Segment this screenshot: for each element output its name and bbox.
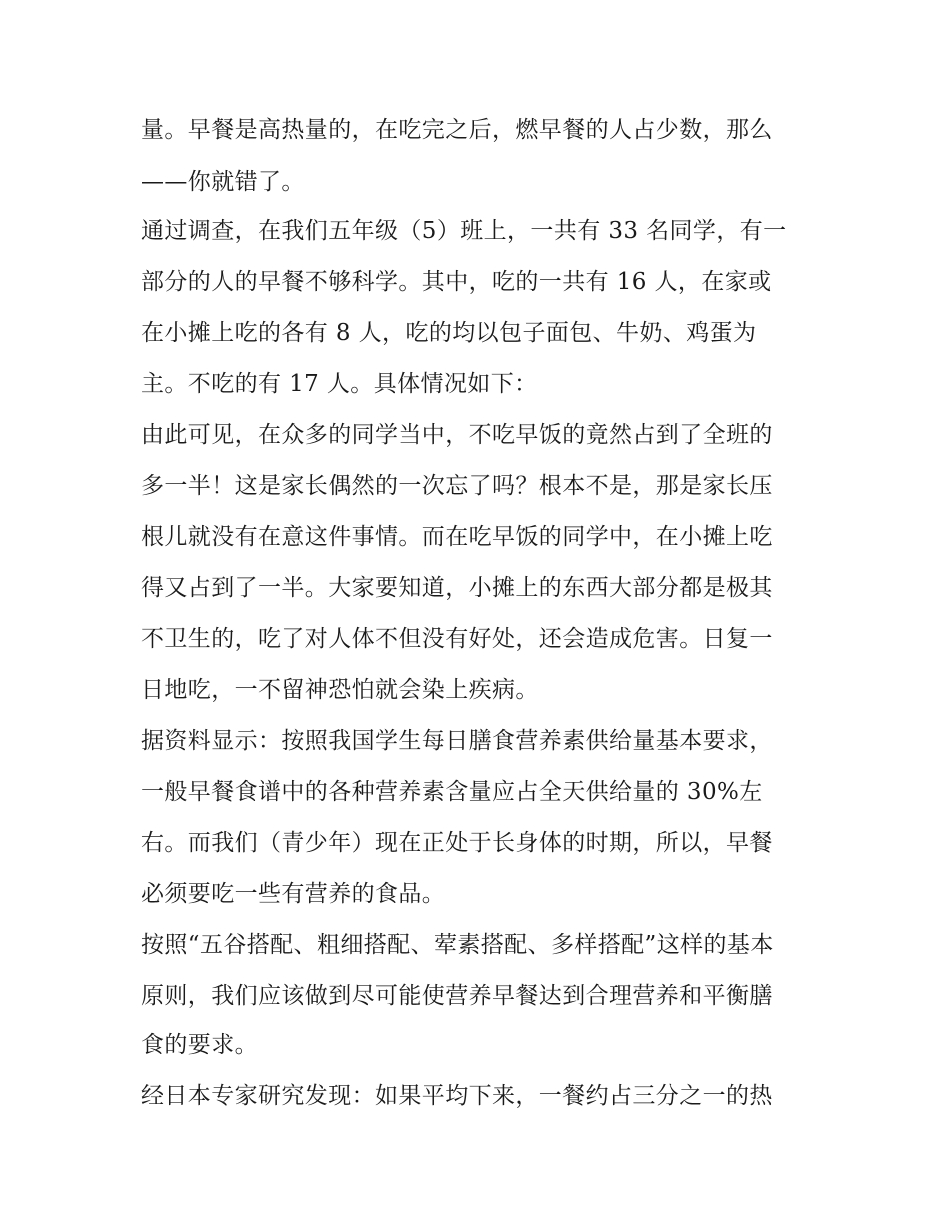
text-line: 多一半！这是家长偶然的一次忘了吗？根本不是，那是家长压 (141, 473, 773, 499)
text-line: ——你就错了。 (141, 169, 305, 195)
text-line: 由此可见，在众多的同学当中，不吃早饭的竟然占到了全班的 (141, 422, 773, 448)
text-line: 食的要求。 (141, 1032, 258, 1058)
text-line: 必须要吃一些有营养的食品。 (141, 881, 446, 907)
text-line: 部分的人的早餐不够科学。其中，吃的一共有 16 人，在家或 (141, 269, 772, 295)
text-line: 得又占到了一半。大家要知道，小摊上的东西大部分都是极其 (141, 575, 773, 601)
text-line: 按照“五谷搭配、粗细搭配、荤素搭配、多样搭配”这样的基本 (141, 932, 774, 958)
text-line: 根儿就没有在意这件事情。而在吃早饭的同学中，在小摊上吃 (141, 524, 773, 550)
text-line: 据资料显示：按照我国学生每日膳食营养素供给量基本要求， (141, 728, 773, 754)
text-line: 日地吃，一不留神恐怕就会染上疾病。 (141, 677, 539, 703)
text-line: 在小摊上吃的各有 8 人，吃的均以包子面包、牛奶、鸡蛋为 (141, 320, 757, 346)
text-line: 经日本专家研究发现：如果平均下来，一餐约占三分之一的热 (141, 1083, 773, 1109)
text-line: 通过调查，在我们五年级（5）班上，一共有 33 名同学，有一 (141, 218, 787, 244)
text-line: 一般早餐食谱中的各种营养素含量应占全天供给量的 30%左 (141, 779, 763, 805)
text-line: 主。不吃的有 17 人。具体情况如下： (141, 371, 538, 397)
text-line: 原则，我们应该做到尽可能使营养早餐达到合理营养和平衡膳 (141, 983, 773, 1009)
text-line: 右。而我们（青少年）现在正处于长身体的时期，所以，早餐 (141, 830, 773, 856)
text-line: 不卫生的，吃了对人体不但没有好处，还会造成危害。日复一 (141, 626, 773, 652)
text-line: 量。早餐是高热量的，在吃完之后，燃早餐的人占少数，那么 (141, 117, 773, 143)
